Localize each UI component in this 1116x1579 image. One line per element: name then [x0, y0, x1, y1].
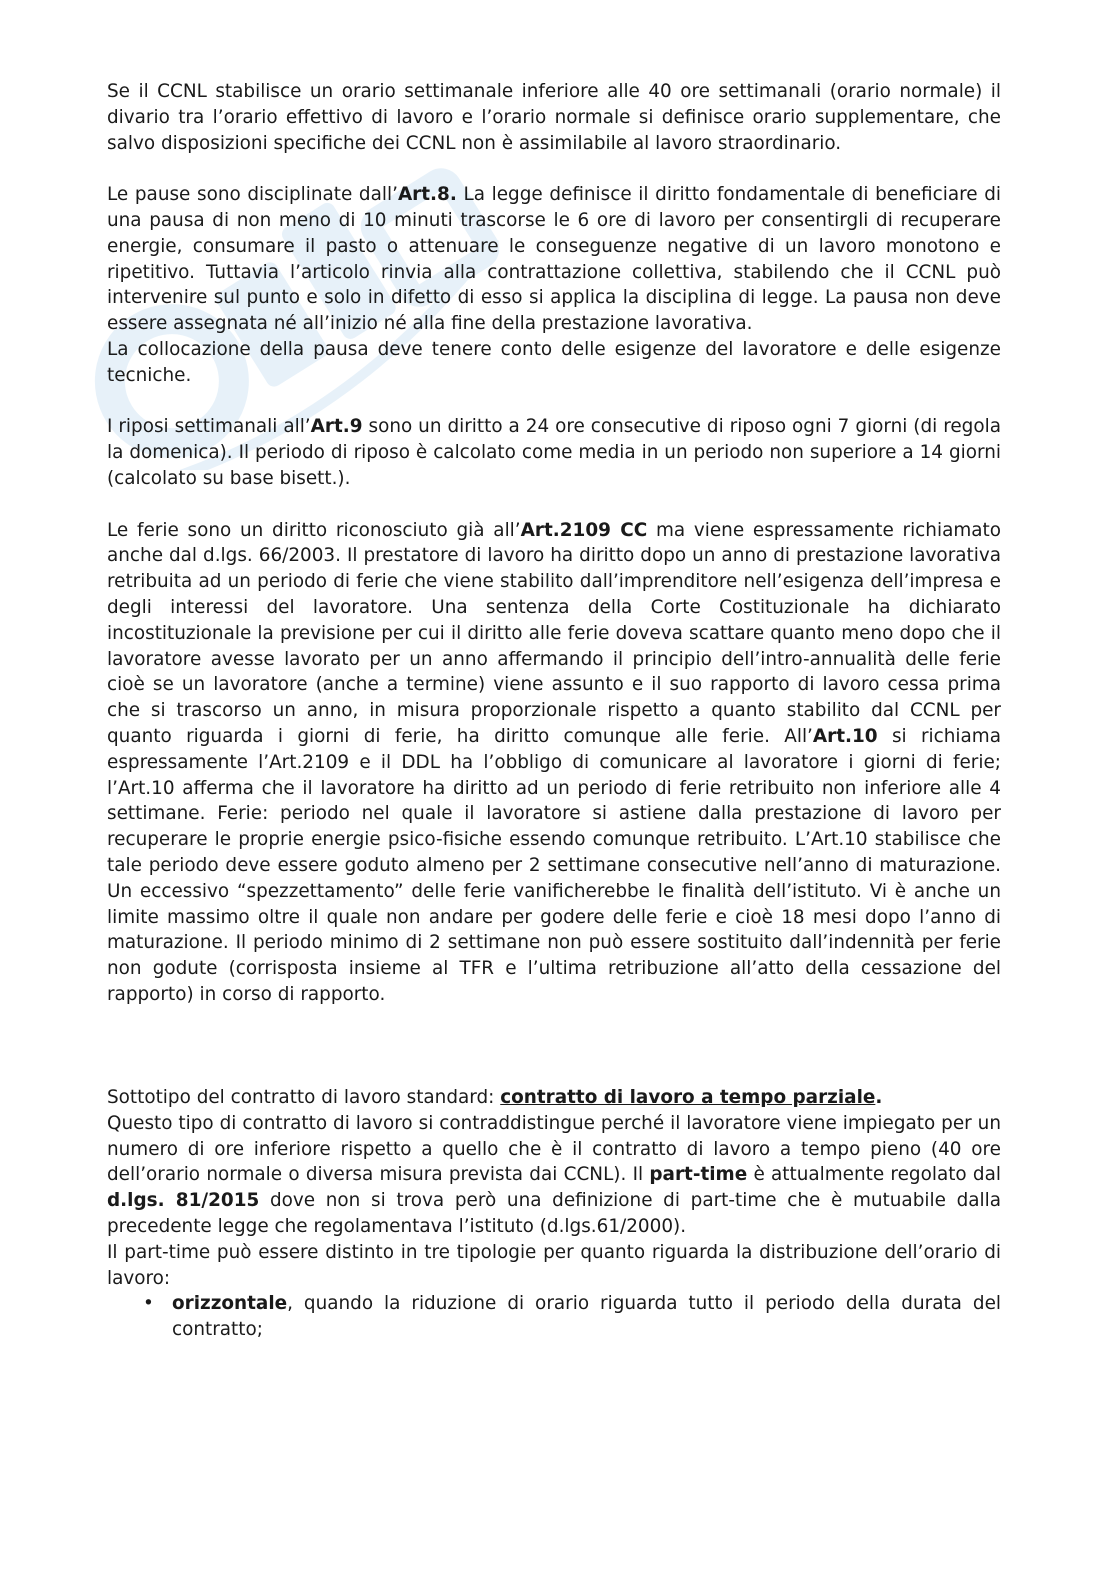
- paragraph-orario-supplementare: Se il CCNL stabilisce un orario settimanale inferiore alle 40 ore settimanali (orario normale) il divario tra l’orario effettivo di lavoro e l’orario normale si definisce orario supplementare, che salvo disposizioni specifiche dei CCNL non è assimilabile al lavoro straordinario.: [107, 81, 1001, 154]
- tipologie-list: [107, 1291, 1001, 1343]
- text-run: sono un diritto a 24 ore consecutive di riposo ogni 7 giorni (di regola la domenica). Il periodo di riposo è calcolato come media in un periodo non superiore a 14 giorni (calcolato su base bisett.).: [107, 416, 1001, 489]
- paragraph-part-time: [107, 1111, 1001, 1240]
- text-run: Sottotipo del contratto di lavoro standard:: [107, 1087, 501, 1109]
- list-item-term: orizzontale: [172, 1293, 288, 1315]
- text-run: si richiama espressamente l’Art.2109 e il DDL ha l’obbligo di comunicare al lavoratore i giorni di ferie; l’Art.10 afferma che il lavoratore ha diritto ad un periodo di ferie retribuito non inferiore alle 4 settimane. Ferie: periodo nel quale il lavoratore si astiene dalla prestazione di lavoro per recuperare le proprie energie psico-fisiche essendo comunque retribuito. L’Art.10 stabilisce che tale periodo deve essere goduto almeno per 2 settimane consecutive nell’anno di maturazione. Un eccessivo “spezzettamento” delle ferie vanificherebbe le finalità dell’istituto. Vi è anche un limite massimo oltre il quale non andare per godere delle ferie e cioè 18 mesi dopo l’anno di maturazione. Il periodo minimo di 2 settimane non può essere sostituito dall’indennità per ferie non godute (corrisposta insieme al TFR e l’ultima retribuzione all’atto della cessazione del rapporto) in corso di rapporto.: [107, 725, 1001, 1005]
- bold-term: part-time: [649, 1164, 748, 1186]
- bold-reference: Art.2109 CC: [520, 519, 648, 541]
- text-run: Le pause sono disciplinate dall’: [107, 184, 398, 206]
- text-run: Le ferie sono un diritto riconosciuto già all’: [107, 519, 521, 541]
- paragraph-ferie: [107, 518, 1001, 1008]
- section-heading: contratto di lavoro a tempo parziale: [500, 1087, 876, 1109]
- text-run: dove non si trova però una definizione di part-time che è mutuabile dalla precedente legge che regolamentava l’istituto (d.lgs.61/2000).: [107, 1190, 1002, 1238]
- list-item: [107, 1291, 1001, 1343]
- text-run: ma viene espressamente richiamato anche dal d.lgs. 66/2003. Il prestatore di lavoro ha diritto dopo un anno di prestazione lavorativa retribuita ad un periodo di ferie che viene stabilito dall’imprenditore nell’esigenza dell’impresa e degli interessi del lavoratore. Una sentenza della Corte Costituzionale ha dichiarato incostituzionale la previsione per cui il diritto alle ferie doveva scattare quanto meno dopo che il lavoratore avesse lavorato per un anno affermando il principio dell’intro-annualità delle ferie cioè se un lavoratore (anche a termine) viene assunto e il suo rapporto di lavoro cessa prima che si trascorso un anno, in misura proporzionale rispetto a quanto stabilito dal CCNL per quanto riguarda i giorni di ferie, ha diritto comunque alle ferie. All’: [107, 519, 1001, 747]
- list-item-text: , quando la riduzione di orario riguarda tutto il periodo della durata del contratto;: [172, 1293, 1001, 1341]
- bullet-icon: •: [143, 1293, 154, 1315]
- paragraph-tipologie: Il part-time può essere distinto in tre tipologie per quanto riguarda la distribuzione dell’orario di lavoro:: [107, 1241, 1001, 1289]
- paragraph-pause: [107, 182, 1001, 337]
- paragraph-riposi-settimanali: [107, 414, 1001, 491]
- bold-reference: Art.8.: [397, 184, 457, 206]
- bold-reference: d.lgs. 81/2015: [107, 1190, 260, 1212]
- text-run: è attualmente regolato dal: [747, 1164, 1001, 1186]
- paragraph-collocazione-pausa: La collocazione della pausa deve tenere conto delle esigenze del lavoratore e delle esigenze tecniche.: [107, 338, 1001, 386]
- text-run: La legge definisce il diritto fondamentale di beneficiare di una pausa di non meno di 10 minuti trascorse le 6 ore di lavoro per consentirgli di recuperare energie, consumare il pasto o attenuare le conseguenze negative di un lavoro monotono e ripetitivo. Tuttavia l’articolo rinvia alla contrattazione collettiva, stabilendo che il CCNL può intervenire sul punto e solo in difetto di esso si applica la disciplina di legge. La pausa non deve essere assegnata né all’inizio né alla fine della prestazione lavorativa.: [107, 184, 1002, 335]
- heading-period: .: [875, 1087, 883, 1109]
- text-run: Questo tipo di contratto di lavoro si contraddistingue perché il lavoratore viene impiegato per un numero di ore inferiore rispetto a quello che è il contratto di lavoro a tempo pieno (40 ore dell’orario normale o diversa misura prevista dai CCNL). Il: [107, 1112, 1001, 1186]
- document-body: [107, 79, 1001, 1343]
- bold-reference: Art.9: [310, 416, 363, 438]
- bold-reference: Art.10: [812, 725, 878, 747]
- text-run: I riposi settimanali all’: [107, 416, 311, 438]
- paragraph-sottotipo: [107, 1085, 1001, 1111]
